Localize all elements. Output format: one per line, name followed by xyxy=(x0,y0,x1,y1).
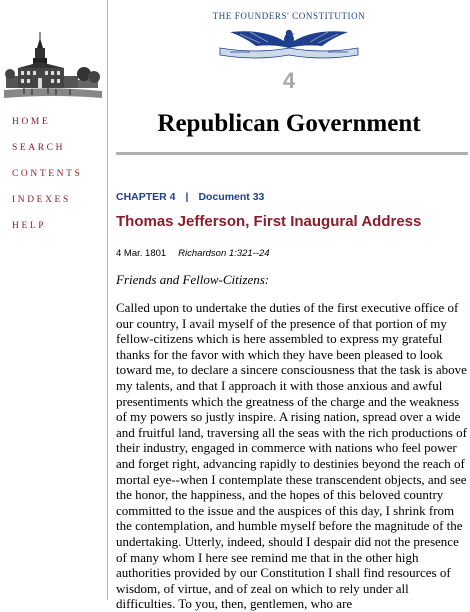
chapter-number: 4 xyxy=(282,68,296,93)
breadcrumb-chapter-link[interactable]: CHAPTER 4 xyxy=(116,191,176,203)
masthead xyxy=(108,0,470,150)
main-content xyxy=(108,0,470,612)
nav-help-link[interactable]: HELP xyxy=(12,221,47,231)
eagle-banner-icon[interactable] xyxy=(216,24,362,60)
independence-hall-logo[interactable] xyxy=(4,30,102,102)
document-citation: Richardson 1:321--24 xyxy=(178,248,270,259)
breadcrumb-document-link[interactable]: Document 33 xyxy=(198,191,265,203)
document-date: 4 Mar. 1801 xyxy=(116,248,167,259)
document-title: Thomas Jefferson, First Inaugural Address xyxy=(116,213,422,230)
salutation: Friends and Fellow-Citizens: xyxy=(116,272,270,287)
nav-contents-link[interactable]: CONTENTS xyxy=(12,169,83,179)
nav-indexes-link[interactable]: INDEXES xyxy=(12,195,71,205)
breadcrumb-separator: | xyxy=(185,191,189,203)
nav-search-link[interactable]: SEARCH xyxy=(12,143,66,153)
site-title[interactable]: THE FOUNDERS' CONSTITUTION xyxy=(212,11,366,21)
sidebar xyxy=(0,0,108,600)
chapter-title: Republican Government xyxy=(157,110,421,137)
breadcrumb xyxy=(116,191,264,203)
sidebar-nav xyxy=(12,115,82,245)
document-meta xyxy=(116,248,270,259)
document-body-paragraph: Called upon to undertake the duties of the first executive office of our country, I avail myself of the presence of that portion of my fellow-citizens which is here assembled to express my grateful thanks for the favor with which they have been pleased to look toward me, to declare a sincere consciousness that the task is above my talents, and that I approach it with those anxious and awful presentiments which the greatness of the charge and the weakness of my powers so justly inspire. A rising nation, spread over a wide and fruitful land, traversing all the seas with the rich productions of their industry, engaged in commerce with nations who feel power and forget right, advancing rapidly to destinies beyond the reach of mortal eye--when I contemplate these transcendent objects, and see the honor, the happiness, and the hopes of this beloved country committed to the issue and the auspices of this day, I shrink from the contemplation, and humble myself before the magnitude of the undertaking. Utterly, indeed, should I despair did not the presence of many whom I here see remind me that in the other high authorities provided by our Constitution I shall find resources of wisdom, of virtue, and of zeal on which to rely under all difficulties. To you, then, gentlemen, who are xyxy=(116,300,467,612)
nav-home-link[interactable]: HOME xyxy=(12,117,51,127)
title-divider xyxy=(116,152,468,155)
